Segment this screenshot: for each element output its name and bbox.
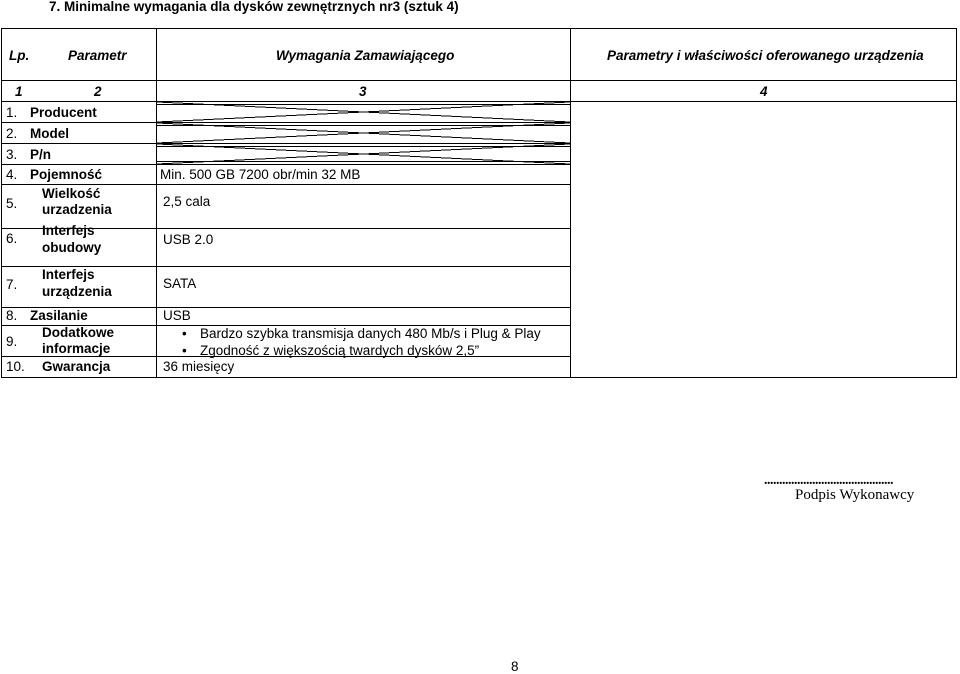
row-param-line2: obudowy [42,240,102,255]
header-lp: Lp. [9,48,30,63]
row-lp: 3. [6,147,18,162]
header-wymagania: Wymagania Zamawiającego [276,48,455,63]
row-lp: 6. [6,231,18,246]
row-requirement: USB 2.0 [163,232,214,247]
row-param-line1: Interfejs [42,267,95,282]
row-lp: 9. [6,334,18,349]
section-heading: 7. Minimalne wymagania dla dysków zewnętrznych nr3 (sztuk 4) [49,0,459,14]
row-param-line1: Wielkość [42,186,101,201]
row-lp: 2. [6,126,18,141]
row-lp: 7. [6,277,18,292]
signature-dots: ........................................... [764,473,893,488]
row-param: Pojemność [30,167,103,182]
bullet: • [182,326,187,341]
row-requirement: SATA [163,276,197,291]
column-number: 1 [15,84,23,99]
row-param-line2: urzadzenia [42,202,112,217]
row-param-line1: Interfejs [42,223,95,238]
row-requirement-list [178,325,541,359]
row-requirement: USB [163,308,191,323]
header-parametr: Parametr [68,48,127,63]
list-item: • Zgodność z większością twardych dysków 2,5” [182,343,480,358]
row-param-line1: Dodatkowe [42,325,115,340]
row-param: Model [30,126,69,141]
row-requirement: 2,5 cala [163,194,211,209]
row-lp: 8. [6,308,18,323]
row-param: P/n [30,147,52,162]
row-param: Producent [30,105,97,120]
row-lp: 4. [6,167,18,182]
row-param: Zasilanie [30,308,88,323]
column-number: 2 [94,84,102,99]
row-param: Gwarancja [42,359,111,374]
row-param-line2: urządzenia [42,284,112,299]
row-param-line2: informacje [42,341,111,356]
row-requirement: 36 miesięcy [163,359,235,374]
row-requirement: Min. 500 GB 7200 obr/min 32 MB [160,167,361,182]
row-lp: 5. [6,196,18,211]
row-lp: 10. [6,359,25,374]
column-number: 4 [760,84,768,99]
column-number: 3 [359,84,367,99]
row-lp: 1. [6,105,18,120]
header-parametry: Parametry i właściwości oferowanego urządzenia [607,48,924,63]
bullet: • [182,343,187,358]
signature-label: Podpis Wykonawcy [795,487,915,503]
list-item: • Bardzo szybka transmisja danych 480 Mb/s i Plug & Play [182,326,541,341]
page-number: 8 [511,659,519,674]
